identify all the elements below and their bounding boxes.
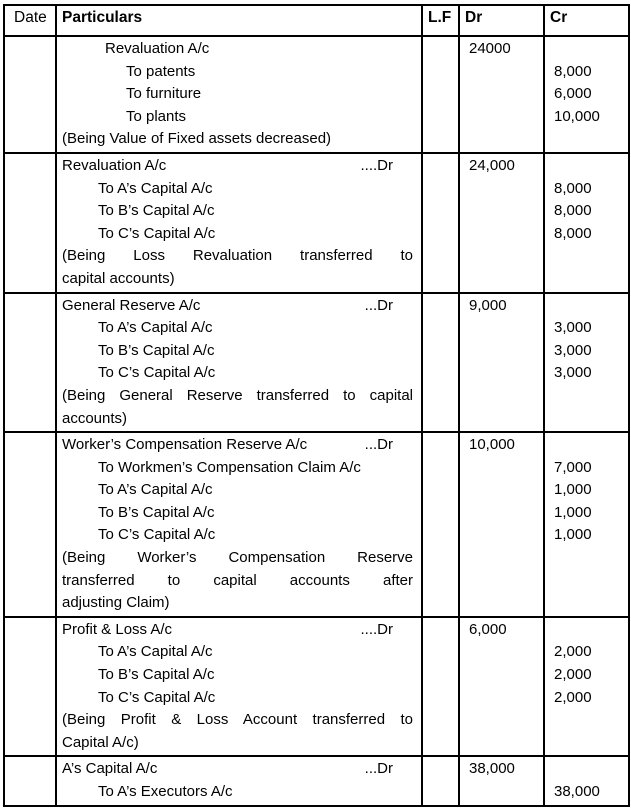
dr-marker: ...Dr <box>364 760 393 778</box>
lf-cell <box>422 153 459 293</box>
cr-amount-cell <box>544 153 629 293</box>
narration-line: adjusting Claim) <box>62 594 170 612</box>
dr-marker: ....Dr <box>360 156 393 174</box>
debit-account: Revaluation A/c <box>105 40 210 57</box>
debit-account: Worker’s Compensation Reserve A/c <box>62 436 308 454</box>
date-cell <box>4 36 56 153</box>
lf-cell <box>422 432 459 617</box>
cr-amount: 6,000 <box>554 85 592 103</box>
cr-amount: 1,000 <box>554 481 592 499</box>
cr-amount-cell <box>544 756 629 805</box>
particulars-cell <box>56 293 422 433</box>
particulars-cell <box>56 153 422 293</box>
journal-entry-row <box>4 617 629 757</box>
dr-amount: 38,000 <box>469 760 515 778</box>
credit-line: To C’s Capital A/c <box>98 526 216 544</box>
dr-amount: 24,000 <box>469 156 515 174</box>
credit-line: To C’s Capital A/c <box>98 688 216 706</box>
journal-entry-row <box>4 36 629 153</box>
cr-amount: 2,000 <box>554 643 592 661</box>
debit-line <box>62 155 413 178</box>
dr-amount-cell <box>459 756 544 805</box>
cr-amount-cell <box>544 36 629 153</box>
narration-line: (Being General Reserve transferred to capital <box>62 386 413 404</box>
dr-marker: ...Dr <box>364 296 393 314</box>
header-cr: Cr <box>544 5 629 36</box>
particulars-cell <box>56 617 422 757</box>
dr-amount-cell <box>459 153 544 293</box>
debit-line <box>62 758 413 781</box>
dr-amount-cell <box>459 293 544 433</box>
credit-line: To C’s Capital A/c <box>98 364 216 382</box>
journal-entry-row <box>4 756 629 805</box>
debit-account: A’s Capital A/c <box>62 760 158 778</box>
cr-amount: 1,000 <box>554 526 592 544</box>
particulars-cell <box>56 432 422 617</box>
cr-amount: 2,000 <box>554 666 592 684</box>
header-particulars: Particulars <box>56 5 422 36</box>
debit-account: Profit & Loss A/c <box>62 620 173 638</box>
cr-amount: 3,000 <box>554 364 592 382</box>
header-date: Date <box>4 5 56 36</box>
debit-line <box>62 38 413 61</box>
journal-entry-row <box>4 293 629 433</box>
particulars-cell <box>56 36 422 153</box>
narration-line: transferred to capital accounts after <box>62 571 413 589</box>
debit-line <box>62 619 413 642</box>
journal-rows <box>4 36 629 806</box>
credit-line: To A’s Capital A/c <box>98 643 213 661</box>
header-lf: L.F <box>422 5 459 36</box>
credit-line: To A’s Executors A/c <box>98 783 233 800</box>
dr-amount-cell <box>459 617 544 757</box>
narration-line: accounts) <box>62 409 128 427</box>
credit-line: To B’s Capital A/c <box>98 503 215 521</box>
cr-amount: 3,000 <box>554 341 592 359</box>
credit-line: To plants <box>126 107 187 125</box>
cr-blank-line <box>554 155 626 178</box>
narration-line: (Being Loss Revaluation transferred to <box>62 247 413 265</box>
cr-amount: 1,000 <box>554 503 592 521</box>
journal-entry-row <box>4 432 629 617</box>
lf-cell <box>422 617 459 757</box>
credit-line: To B’s Capital A/c <box>98 341 215 359</box>
narration-line: (Being Worker’s Compensation Reserve <box>62 549 413 567</box>
date-cell <box>4 293 56 433</box>
cr-amount: 8,000 <box>554 62 592 80</box>
cr-amount: 3,000 <box>554 319 592 337</box>
dr-marker: ...Dr <box>364 436 393 454</box>
particulars-cell <box>56 756 422 805</box>
dr-amount-cell <box>459 36 544 153</box>
cr-amount: 10,000 <box>554 107 600 125</box>
dr-marker: ....Dr <box>360 620 393 638</box>
credit-line: To furniture <box>126 85 202 103</box>
credit-line: To Workmen’s Compensation Claim A/c <box>98 458 361 476</box>
narration-line: (Being Profit & Loss Account transferred to <box>62 711 413 729</box>
cr-amount: 8,000 <box>554 179 592 197</box>
cr-blank-line <box>554 295 626 318</box>
header-dr: Dr <box>459 5 544 36</box>
cr-amount: 8,000 <box>554 202 592 220</box>
lf-cell <box>422 293 459 433</box>
credit-line: To B’s Capital A/c <box>98 666 215 684</box>
dr-amount: 9,000 <box>469 296 507 314</box>
dr-amount: 6,000 <box>469 620 507 638</box>
cr-blank-line <box>554 758 626 781</box>
credit-line: To A’s Capital A/c <box>98 319 213 337</box>
journal-entry-row <box>4 153 629 293</box>
cr-blank-line <box>554 38 626 61</box>
date-cell <box>4 756 56 805</box>
narration-line: Capital A/c) <box>62 733 139 751</box>
date-cell <box>4 153 56 293</box>
cr-amount: 7,000 <box>554 458 592 476</box>
debit-line <box>62 295 413 318</box>
cr-amount-cell <box>544 432 629 617</box>
narration-line: (Being Value of Fixed assets decreased) <box>62 130 332 148</box>
cr-blank-line <box>554 434 626 457</box>
lf-cell <box>422 756 459 805</box>
credit-line: To C’s Capital A/c <box>98 224 216 242</box>
cr-amount: 2,000 <box>554 688 592 706</box>
credit-line: To A’s Capital A/c <box>98 481 213 499</box>
debit-line <box>62 434 413 457</box>
lf-cell <box>422 36 459 153</box>
credit-line: To B’s Capital A/c <box>98 202 215 220</box>
dr-amount: 10,000 <box>469 436 515 454</box>
narration-line: capital accounts) <box>62 269 175 287</box>
cr-blank-line <box>554 619 626 642</box>
cr-amount-cell <box>544 293 629 433</box>
debit-account: Revaluation A/c <box>62 156 167 174</box>
date-cell <box>4 432 56 617</box>
dr-amount: 24000 <box>469 40 511 57</box>
journal-header <box>4 5 629 36</box>
cr-amount: 8,000 <box>554 224 592 242</box>
credit-line: To patents <box>126 62 196 80</box>
dr-amount-cell <box>459 432 544 617</box>
journal-table <box>3 4 630 807</box>
cr-amount: 38,000 <box>554 783 600 800</box>
header-row <box>4 5 629 36</box>
cr-amount-cell <box>544 617 629 757</box>
credit-line: To A’s Capital A/c <box>98 179 213 197</box>
date-cell <box>4 617 56 757</box>
debit-account: General Reserve A/c <box>62 296 201 314</box>
